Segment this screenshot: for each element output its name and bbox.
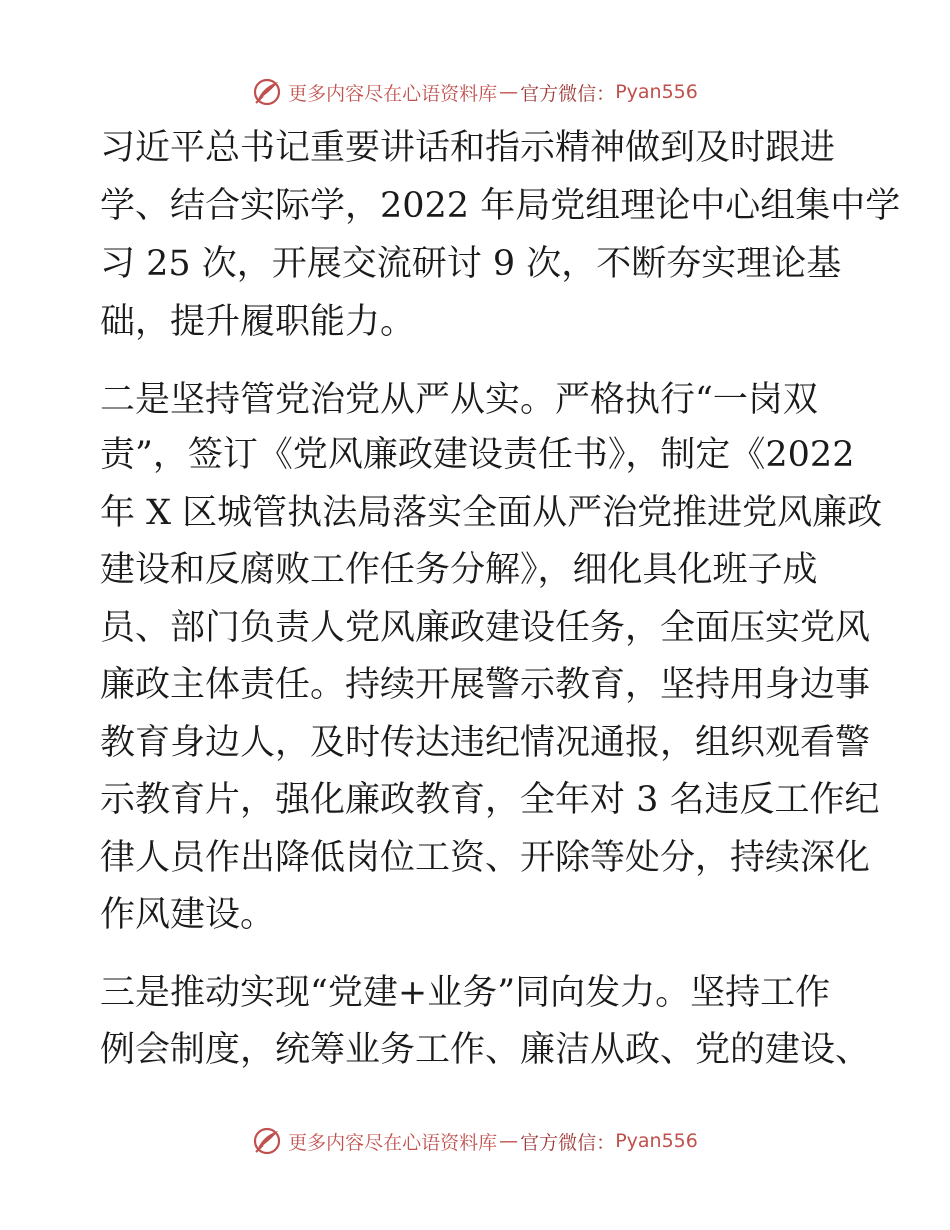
document-line: 础，提升履职能力。 (100, 302, 416, 342)
watermark-text: 更多内容尽在心语资料库 (288, 1131, 498, 1154)
header-watermark (0, 72, 950, 112)
watermark-label: 官方微信： (520, 82, 616, 105)
footer-watermark (0, 1121, 950, 1161)
document-line: 员、部门负责人党风廉政建设任务，全面压实党风 (100, 608, 871, 648)
document-line: 律人员作出降低岗位工资、开除等处分，持续深化 (100, 838, 871, 878)
watermark-wechat-id: Pyan556 (615, 81, 698, 103)
watermark-label: 官方微信： (520, 1131, 616, 1154)
document-line: 教育身边人，及时传达违纪情况通报，组织观看警 (100, 723, 871, 763)
document-line: 学、结合实际学，2022 年局党组理论中心组集中学 (100, 186, 901, 226)
document-line: 例会制度，统筹业务工作、廉洁从政、党的建设、 (100, 1030, 871, 1070)
document-line: 三是推动实现“党建+业务”同向发力。坚持工作 (100, 973, 831, 1013)
document-line: 示教育片，强化廉政教育，全年对 3 名违反工作纪 (100, 780, 880, 820)
document-line: 二是坚持管党治党从严从实。严格执行“一岗双 (100, 380, 818, 420)
watermark-separator: — (499, 81, 519, 103)
watermark-text: 更多内容尽在心语资料库 (288, 82, 498, 105)
document-line: 建设和反腐败工作任务分解》，细化具化班子成 (100, 550, 818, 590)
document-line: 习 25 次，开展交流研讨 9 次，不断夯实理论基 (100, 244, 842, 284)
watermark-wechat-id: Pyan556 (615, 1130, 698, 1152)
quill-pen-logo-icon (252, 77, 282, 107)
document-line: 作风建设。 (100, 895, 276, 935)
document-line: 责”，签订《党风廉政建设责任书》，制定《2022 (100, 435, 855, 475)
quill-pen-logo-icon (252, 1126, 282, 1156)
watermark-separator: — (499, 1130, 519, 1152)
document-line: 年 X 区城管执法局落实全面从严治党推进党风廉政 (100, 493, 883, 533)
document-line: 廉政主体责任。持续开展警示教育，坚持用身边事 (100, 665, 871, 705)
document-line: 习近平总书记重要讲话和指示精神做到及时跟进 (100, 128, 836, 168)
